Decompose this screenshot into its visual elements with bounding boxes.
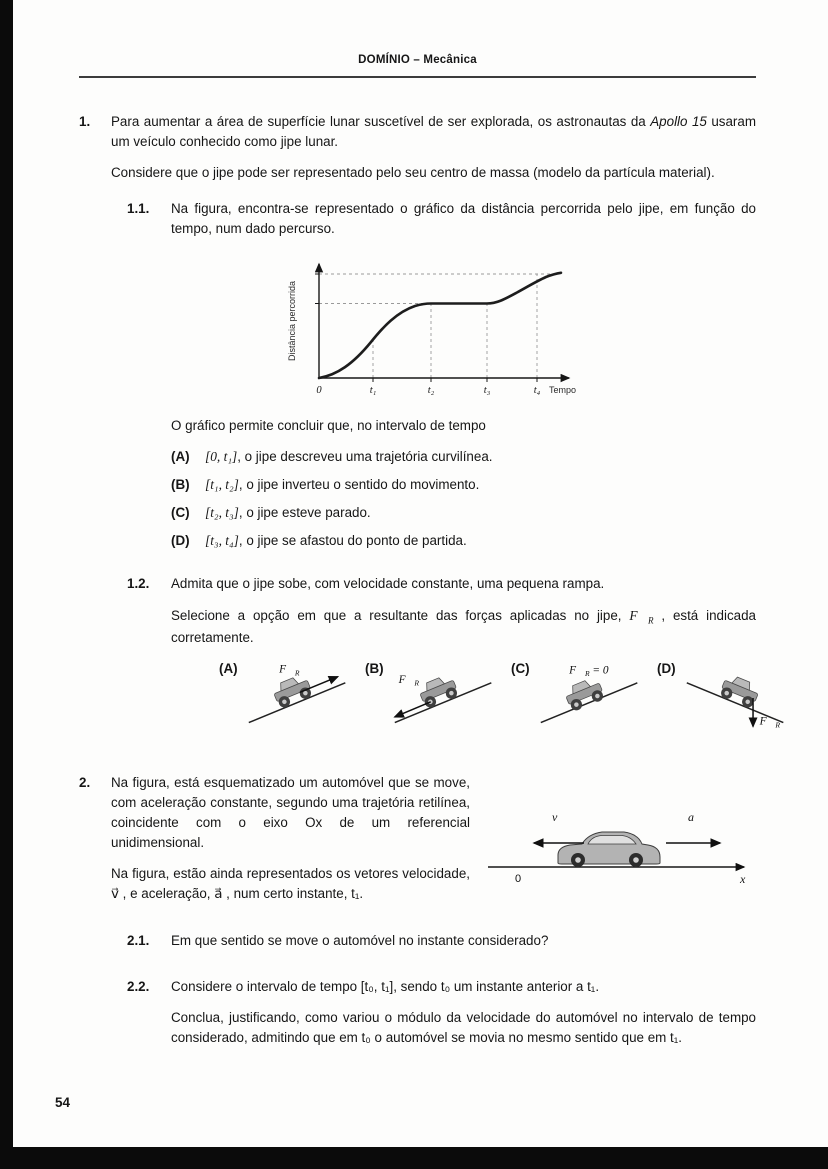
option-b bbox=[171, 475, 756, 495]
question-1-1-body bbox=[171, 199, 756, 560]
question-1-paragraph-2: Considere que o jipe pode ser representado pelo seu centro de massa (modelo da partícula material). bbox=[111, 165, 715, 181]
question-2-1-number: 2.1. bbox=[127, 932, 150, 948]
question-2 bbox=[79, 773, 756, 1059]
force-option-a bbox=[219, 659, 351, 737]
question-2-1 bbox=[127, 931, 756, 962]
option-d-label: (D) bbox=[171, 533, 190, 549]
page-number: 54 bbox=[55, 1095, 71, 1110]
question-1-2 bbox=[127, 574, 781, 738]
question-1-2-body bbox=[171, 574, 781, 738]
question-2-paragraph-1: Na figura, está esquematizado um automóvel que se move, com aceleração constante, segundo uma trajetória retilínea, coincidente com o eixo Ox de um referencial unidimensional. bbox=[111, 774, 470, 851]
force-option-a-label: (A) bbox=[219, 660, 238, 676]
document-header bbox=[79, 52, 756, 78]
option-a-text: [0, t₁], o jipe descreveu uma trajetória curvilínea. bbox=[205, 449, 493, 465]
question-2-number: 2. bbox=[79, 774, 91, 790]
distance-time-graph-svg bbox=[279, 250, 579, 402]
force-option-a-figure bbox=[245, 659, 351, 737]
question-1 bbox=[79, 112, 781, 739]
x-tick-t2: t₂ bbox=[427, 384, 435, 396]
car-axis-figure bbox=[484, 807, 756, 893]
force-option-b-figure bbox=[391, 659, 497, 737]
x-axis-label: Tempo bbox=[549, 384, 577, 395]
resultant-force-symbol: $F⃗_R$ bbox=[629, 607, 654, 626]
question-2-2-statement-2: Conclua, justificando, como variou o módulo da velocidade do automóvel no intervalo de tempo considerado, admitindo que em t₀ o automóvel se movia no mesmo sentido que em t₁. bbox=[171, 1009, 756, 1045]
option-a bbox=[171, 447, 756, 467]
force-option-b-label: (B) bbox=[365, 660, 384, 676]
question-2-body bbox=[111, 773, 756, 1059]
force-label-b: $F⃗_R$ bbox=[398, 673, 419, 688]
option-b-text: [t₁, t₂], o jipe inverteu o sentido do movimento. bbox=[205, 477, 480, 493]
page-content bbox=[13, 0, 828, 1147]
question-1-1-number: 1.1. bbox=[127, 200, 150, 216]
question-1-1-lead: O gráfico permite concluir que, no intervalo de tempo bbox=[171, 417, 486, 433]
scan-edge-left bbox=[0, 0, 13, 1169]
force-option-c-figure bbox=[537, 659, 643, 737]
question-2-paragraph-2: Na figura, estão ainda representados os vetores velocidade, v⃗ , e aceleração, a⃗ , num certo instante, t₁. bbox=[111, 866, 470, 902]
force-label-d: $F⃗_R$ bbox=[759, 715, 781, 730]
force-option-c bbox=[511, 659, 643, 737]
question-1-1-options bbox=[171, 447, 756, 551]
option-b-label: (B) bbox=[171, 477, 190, 493]
distance-curve bbox=[319, 273, 561, 378]
x-axis-label: x bbox=[740, 871, 746, 886]
jeep-figure bbox=[563, 676, 606, 712]
x-tick-0: 0 bbox=[316, 384, 322, 396]
question-1-paragraph-1: Para aumentar a área de superfície lunar suscetível de ser explorada, os astronautas da Apollo 15 usaram um veículo conhecido como jipe lunar. bbox=[111, 114, 756, 150]
x-tick-t3: t₃ bbox=[483, 384, 491, 396]
question-2-2-statement-1: Considere o intervalo de tempo [t₀, t₁], sendo t₀ um instante anterior a t₁. bbox=[171, 978, 600, 994]
header-rule bbox=[79, 76, 756, 78]
car-figure bbox=[558, 832, 660, 867]
option-c-label: (C) bbox=[171, 505, 190, 521]
acceleration-label: a⃗ bbox=[688, 809, 704, 824]
question-2-1-body bbox=[171, 931, 756, 962]
question-1-2-number: 1.2. bbox=[127, 576, 150, 592]
velocity-label: v⃗ bbox=[552, 809, 567, 824]
force-option-d-label: (D) bbox=[657, 660, 676, 676]
x-tick-t1: t₁ bbox=[369, 384, 377, 396]
option-c-text: [t₂, t₃], o jipe esteve parado. bbox=[205, 505, 371, 521]
question-2-1-statement: Em que sentido se move o automóvel no instante considerado? bbox=[171, 932, 549, 948]
option-d bbox=[171, 531, 756, 551]
force-option-d bbox=[657, 659, 789, 737]
force-options-row bbox=[219, 659, 781, 737]
apollo-15-italic: Apollo 15 bbox=[650, 114, 707, 130]
question-2-2-number: 2.2. bbox=[127, 978, 150, 994]
question-1-number: 1. bbox=[79, 114, 91, 130]
distance-time-graph bbox=[279, 250, 756, 408]
force-label-a: $F⃗_R$ bbox=[279, 663, 300, 678]
force-option-c-label: (C) bbox=[511, 660, 530, 676]
question-2-2-body bbox=[171, 977, 756, 1059]
scan-edge-bottom bbox=[0, 1147, 828, 1169]
question-1-1 bbox=[127, 199, 756, 560]
question-1-2-statement-1: Admita que o jipe sobe, com velocidade constante, uma pequena rampa. bbox=[171, 576, 605, 592]
x-tick-t4: t₄ bbox=[533, 384, 541, 396]
force-option-b bbox=[365, 659, 497, 737]
force-label-c: $F⃗_R$ = 0⃗ bbox=[569, 664, 618, 679]
option-a-label: (A) bbox=[171, 449, 190, 465]
car-axis-figure-svg bbox=[484, 807, 756, 887]
origin-label: 0 bbox=[514, 872, 522, 885]
question-1-2-statement-2: Selecione a opção em que a resultante das forças aplicadas no jipe, $F⃗_R$ , está indicada corretamente. bbox=[171, 607, 756, 645]
option-d-text: [t₃, t₄], o jipe se afastou do ponto de partida. bbox=[205, 533, 467, 549]
option-c bbox=[171, 503, 756, 523]
force-option-d-figure bbox=[683, 659, 789, 737]
question-2-2 bbox=[127, 977, 756, 1059]
question-1-body bbox=[111, 112, 781, 739]
question-1-1-statement: Na figura, encontra-se representado o gráfico da distância percorrida pelo jipe, em função do tempo, num dado percurso. bbox=[171, 200, 756, 236]
page-title: DOMÍNIO – Mecânica bbox=[358, 54, 477, 66]
y-axis-label: Distância percorrida bbox=[287, 280, 297, 361]
